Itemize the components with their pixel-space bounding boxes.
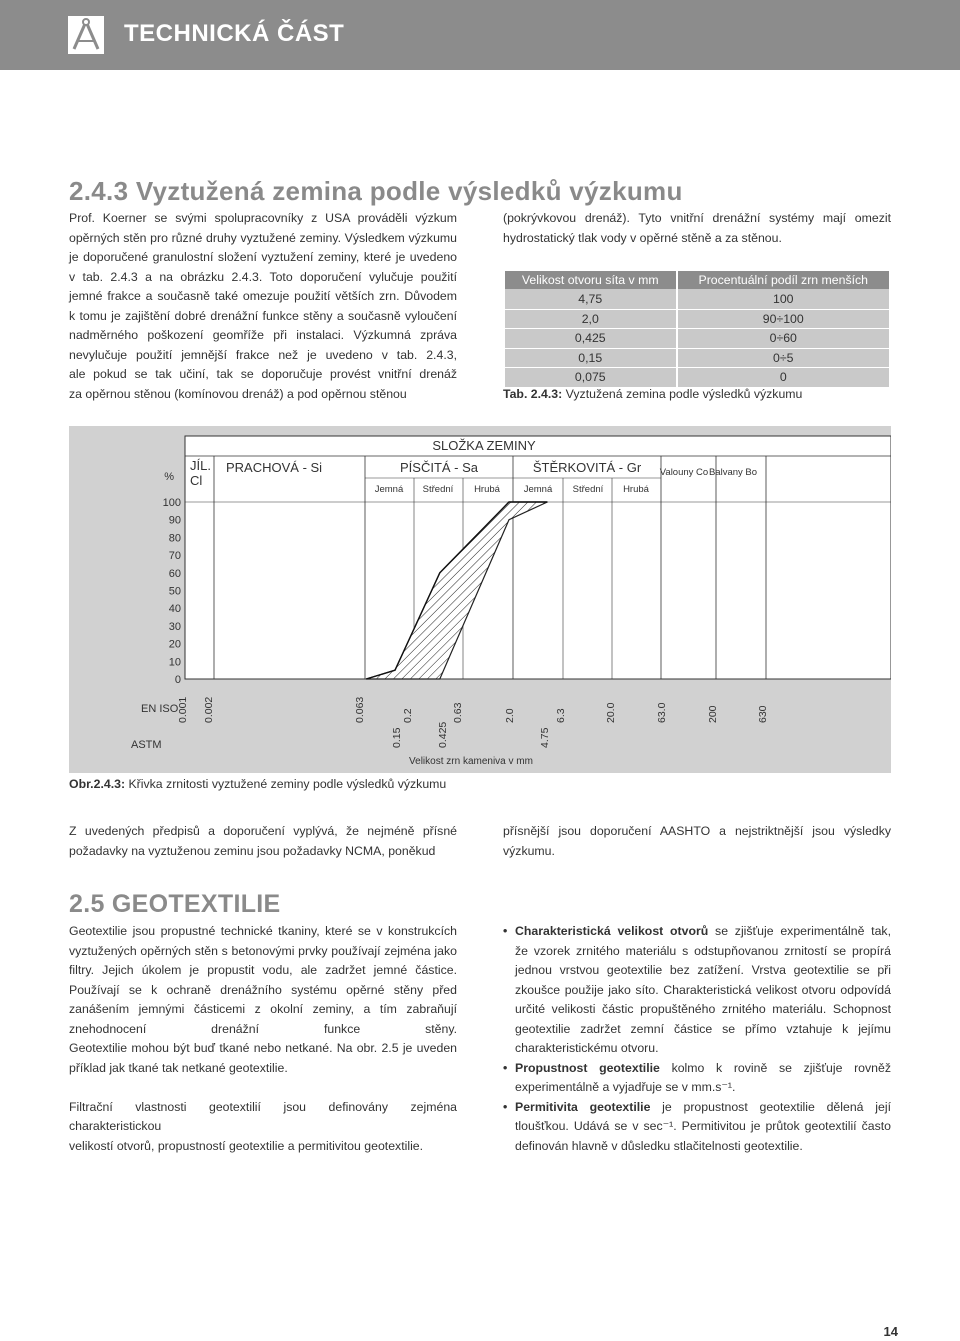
list-item [503,1059,891,1098]
figure-caption [69,777,446,791]
text-line: jemné frakce a současně také omezuje použití větších zrn. Důvodem [69,289,457,303]
table-row [505,367,889,387]
text-line: vyztužených opěrných stěn s betonovými prvky používají zejména jako [69,943,457,958]
y-tick-label: 60 [168,567,181,580]
text-line: opěrných stěn pro různé druhy vyztužené zeminy. Výsledkem výzkumu [69,230,457,245]
en-iso-tick-label: 0.002 [203,696,215,723]
sieve-table [503,271,891,387]
text-line: určité velikosti částic propuštěného zrnitého materiálu. Schopnost [515,1002,891,1016]
en-iso-tick-label: 2.0 [504,708,516,723]
list-item-text: kolmo k rovině se zjišťuje rovněž [659,1060,891,1075]
list-item-first-line [515,1098,891,1118]
text-line: filtry. Jejich úkolem je propustit vodu, ale zadržet jemné částice. [69,963,457,977]
section-heading-2-5: 2.5 GEOTEXTILIE [69,890,281,918]
text-line: za opěrnou stěnou (komínovou drenáž) a pod opěrnou stěnou [69,386,407,401]
text-line: výzkumu. [503,843,555,858]
text-line: zanášením jemnými částicemi z okolní zeminy, a tím zabraňují [69,1002,457,1016]
text-line: charakteristickému otvoru. [515,1041,659,1055]
x-axis-label: Velikost zrn kameniva v mm [409,756,533,767]
fraction-label-clay: JÍL. Cl [190,458,211,488]
list-item [503,922,891,1059]
subfraction-label: Jemná [374,484,404,495]
en-iso-tick-label: 200 [707,705,719,723]
en-iso-tick-label: 6.3 [555,708,567,723]
text-line: Používají se k ochraně drenážního systému opěrné stěny před [69,982,457,997]
grain-size-chart-svg [69,426,891,773]
text-line: Filtrační vlastnosti geotextilií jsou definovány zejména charakteristickou [69,1099,457,1133]
page-header [0,0,960,70]
compass-icon [68,16,104,54]
text-line: definován hlavně v důsledku stlačitelnosti geotextilie. [515,1138,803,1153]
text-line: geotextilie zadržet zemní částice se přímo vztahuje k jejímu [515,1021,891,1036]
list-item-first-line [515,922,891,942]
text-line: tloušťkou. Udává se v sec⁻¹. Permitivitou je průtok geotextilií často [515,1119,891,1133]
table-cell: 90÷100 [678,309,889,329]
en-iso-tick-label: 0.63 [452,702,464,723]
table-cell: 0÷5 [678,348,889,368]
y-tick-label: 70 [168,550,181,563]
y-tick-label: 80 [168,532,181,545]
en-iso-tick-label: 20.0 [605,702,617,723]
text-line: hydrostatický tlak vody v opěrné stěně a za stěnou. [503,230,782,245]
text-line: ale pokud se tak učiní, tak se doporučuje provést vnitřní drenáž [69,367,457,381]
header-title: TECHNICKÁ ČÁST [124,20,345,47]
table-cell: 0 [678,367,889,387]
text-line: znehodnocení drenážní funkce stěny. [69,1021,457,1036]
table-cell: 0÷60 [678,328,889,348]
y-tick-label: 100 [162,497,181,509]
subfraction-label: Střední [572,484,604,495]
text-line: velikostí otvorů, propustností geotextilie a permitivitou geotextilie. [69,1138,424,1153]
y-axis-label: % [164,471,174,483]
page-number: 14 [883,1324,898,1339]
text-line: že vzorek zrnitého materiálu s odstupňovanou zrnitostí se propírá [515,943,891,958]
section-2-5-text-left [69,922,457,1156]
conclusion-text-right [503,822,891,861]
list-item-term: Charakteristická velikost otvorů [515,924,709,938]
table-header-sieve: Velikost otvoru síta v mm [505,271,676,289]
list-item-text: se zjišťuje experimentálně tak, [708,924,891,938]
en-iso-tick-label: 0.001 [177,696,189,723]
text-line: Geotextilie jsou propustné technické tkaniny, které se v konstrukcích [69,924,457,938]
text-line: požadavky na vyztuženou zeminu jsou požadavky NCMA, poněkud [69,843,436,858]
text-line: Z uvedených předpisů a doporučení vyplývá, že nejméně přísné [69,824,457,838]
en-iso-tick-label: 63.0 [656,702,668,723]
y-tick-label: 0 [174,674,181,686]
table-caption-text: Vyztužená zemina podle výsledků výzkumu [562,387,803,401]
text-line: příklad jak tkané tak netkané geotextilie. [69,1060,288,1075]
section-heading-2-4-3: 2.4.3 Vyztužená zemina podle výsledků výzkumu [69,176,683,206]
figure-caption-label: Obr.2.4.3: [69,777,126,791]
text-line: nevylučuje použití jemnější frakce než je uvedeno v tab. 2.4.3, [69,347,457,362]
list-item-term: Propustnost geotextilie [515,1060,660,1075]
text-line: (pokrývkovou drenáž). Tyto vnitřní drenážní systémy mají omezit [503,211,891,225]
fraction-label-gravel: ŠTĚRKOVITÁ - Gr [532,460,642,475]
text-line: je doporučené granulostní složení vyztužení zeminy, které je uvedeno [69,250,457,264]
geotextile-properties-list [503,922,891,1156]
section-2-5-text-right [503,922,891,1156]
conclusion-text-left [69,822,457,861]
y-tick-label: 30 [168,620,181,633]
text-line: k tomu je zajištění dobré drenážní funkce stěny a současně vyloučení [69,308,457,323]
text-line: Prof. Koerner se svými spolupracovníky z USA prováděli výzkum [69,211,457,225]
y-tick-label: 90 [168,514,181,527]
text-line: v tab. 2.4.3 a na obrázku 2.4.3. Toto doporučení vylučuje použití [69,269,457,284]
y-tick-label: 40 [168,603,181,616]
y-tick-label: 50 [168,585,181,598]
list-item-first-line [515,1059,891,1079]
subfraction-label: Jemná [523,484,553,495]
table-row [505,289,889,309]
text-line: jednou vrstvou geotextilie bez zatížení. Vrstva geotextilie se při [515,963,891,977]
en-iso-tick-label: 0.063 [354,696,366,723]
table-cell: 0,15 [505,348,676,368]
list-item [503,1098,891,1157]
fraction-label-cobbles: Valouny Co [659,467,709,478]
fraction-label-sand: PÍSČITÁ - Sa [399,460,479,475]
astm-tick-label: 0.425 [437,721,449,748]
grain-size-chart [69,426,891,773]
subfraction-label: Střední [422,484,454,495]
text-line: Geotextilie mohou být buď tkané nebo netkané. Na obr. 2.5 je uveden [69,1041,457,1055]
table-caption [503,387,802,401]
list-item-term: Permitivita geotextilie [515,1099,651,1114]
table-cell: 0,075 [505,367,676,387]
text-line: přísnější jsou doporučení AASHTO a nejstriktnější jsou výsledky [503,824,891,838]
astm-tick-label: 0.15 [391,727,403,748]
text-line: zkoušce použije jako síto. Charakteristická velikost otvoru odpovídá [515,982,891,997]
fraction-label-silt: PRACHOVÁ - Si [226,460,323,475]
fraction-label-boulders: Balvany Bo [708,467,758,478]
table-cell: 4,75 [505,289,676,309]
en-iso-label: EN ISO [141,703,179,715]
section-2-4-3-text-left [69,209,457,404]
subfraction-label: Hrubá [623,484,649,495]
section-2-4-3-text-right [503,209,891,248]
table-row [505,328,889,348]
figure-caption-text: Křivka zrnitosti vyztužené zeminy podle výsledků výzkumu [125,777,447,791]
subfraction-label: Hrubá [474,484,500,495]
text-line: experimentálně a vyjadřuje se v mm.s⁻¹. [515,1080,736,1094]
logo [68,16,104,54]
table-cell: 100 [678,289,889,309]
y-tick-label: 10 [168,656,181,669]
table-cell: 2,0 [505,309,676,329]
en-iso-tick-label: 630 [757,705,769,723]
table-header-percent: Procentuální podíl zrn menších [678,271,889,289]
table-cell: 0,425 [505,328,676,348]
table-caption-label: Tab. 2.4.3: [503,387,563,401]
table-row [505,348,889,368]
en-iso-tick-label: 0.2 [402,708,414,723]
y-tick-label: 20 [168,638,181,651]
table-row [505,309,889,329]
astm-label: ASTM [131,739,162,751]
chart-title: SLOŽKA ZEMINY [432,438,536,453]
list-item-text: je propustnost geotextilie dělená její [650,1099,891,1114]
text-line: nadměrného poškození geomříže při instalaci. Výzkumná zpráva [69,328,457,342]
astm-tick-label: 4.75 [539,727,551,748]
